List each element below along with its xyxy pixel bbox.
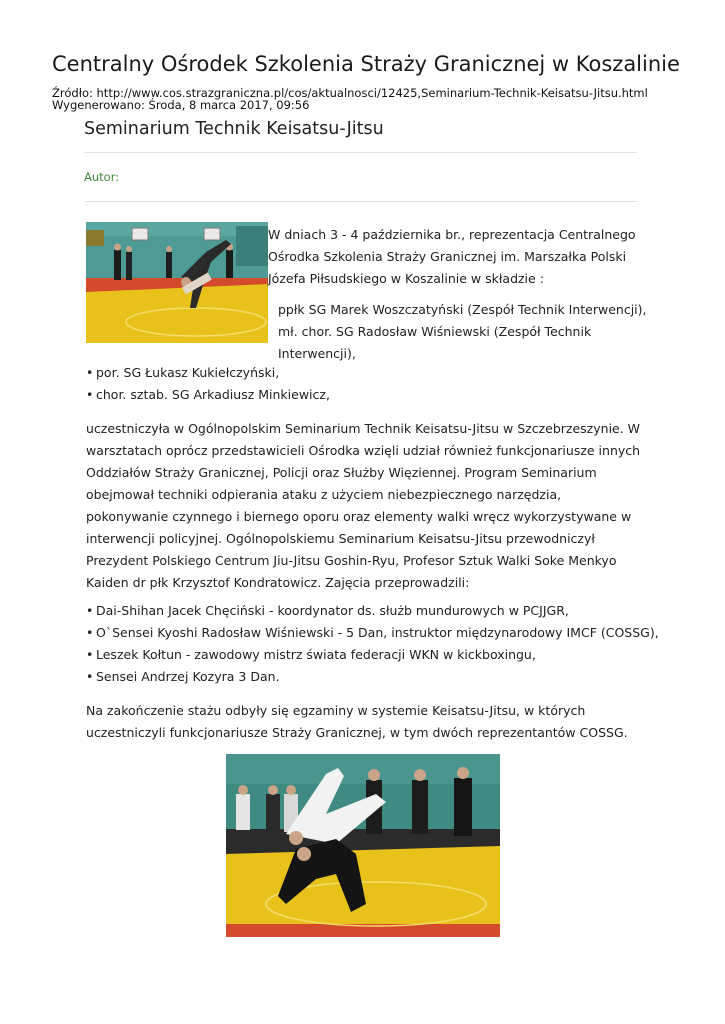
- document-meta: [52, 87, 648, 111]
- list-item: ppłk SG Marek Woszczatyński (Zespół Technik Interwencji),: [278, 302, 647, 317]
- team-list-a: [278, 299, 648, 365]
- article-title: Seminarium Technik Keisatsu-Jitsu: [84, 119, 384, 139]
- divider-top: [84, 152, 637, 153]
- list-item: • por. SG Łukasz Kukiełczyński,: [86, 362, 646, 384]
- generated-date: Wygenerowano: Środa, 8 marca 2017, 09:56: [52, 98, 310, 112]
- site-title: Centralny Ośrodek Szkolenia Straży Granicznej w Koszalinie: [52, 52, 680, 76]
- list-item: • Sensei Andrzej Kozyra 3 Dan.: [86, 666, 666, 688]
- source-url[interactable]: Źródło: http://www.cos.strazgraniczna.pl/cos/aktualnosci/12425,Seminarium-Technik-Keisatsu-Jitsu.html: [52, 86, 648, 100]
- seminar-photo-2: [226, 754, 500, 937]
- seminar-photo-1: [86, 222, 268, 343]
- instructors-list: [86, 600, 666, 688]
- list-item: • Leszek Kołtun - zawodowy mistrz świata federacji WKN w kickboxingu,: [86, 644, 666, 666]
- list-item: mł. chor. SG Radosław Wiśniewski (Zespół Technik Interwencji),: [278, 324, 592, 361]
- list-item: • O`Sensei Kyoshi Radosław Wiśniewski - 5 Dan, instruktor międzynarodowy IMCF (COSSG),: [86, 622, 666, 644]
- author-label: Autor:: [84, 170, 120, 184]
- team-list-b: [86, 362, 646, 406]
- closing-paragraph: Na zakończenie stażu odbyły się egzaminy w systemie Keisatsu-Jitsu, w których uczestniczyli funkcjonariusze Straży Granicznej, w tym dwóch reprezentantów COSSG.: [86, 703, 628, 740]
- list-item: • Dai-Shihan Jacek Chęciński - koordynator ds. służb mundurowych w PCJJGR,: [86, 600, 666, 622]
- intro-paragraph: W dniach 3 - 4 października br., reprezentacja Centralnego Ośrodka Szkolenia Straży Granicznej im. Marszałka Polski Józefa Piłsudskiego w Koszalinie w składzie :: [268, 227, 636, 286]
- list-item: • chor. sztab. SG Arkadiusz Minkiewicz,: [86, 384, 646, 406]
- divider-bottom: [84, 201, 637, 202]
- main-paragraph: uczestniczyła w Ogólnopolskim Seminarium Technik Keisatsu-Jitsu w Szczebrzeszynie. W warsztatach oprócz przedstawicieli Ośrodka wzięli udział również funkcjonariusze innych Oddziałów Straży Granicznej, Policji oraz Służby Więziennej. Program Seminarium obejmował techniki odpierania ataku z użyciem niebezpiecznego narzędzia, pokonywanie czynnego i biernego oporu oraz elementy walki wręcz wykorzystywane w interwencji policyjnej. Ogólnopolskiemu Seminarium Keisatsu-Jitsu przewodniczył Prezydent Polskiego Centrum Jiu-Jitsu Goshin-Ryu, Profesor Sztuk Walki Soke Menkyo Kaiden dr płk Krzysztof Kondratowicz. Zajęcia przeprowadzili:: [86, 421, 641, 590]
